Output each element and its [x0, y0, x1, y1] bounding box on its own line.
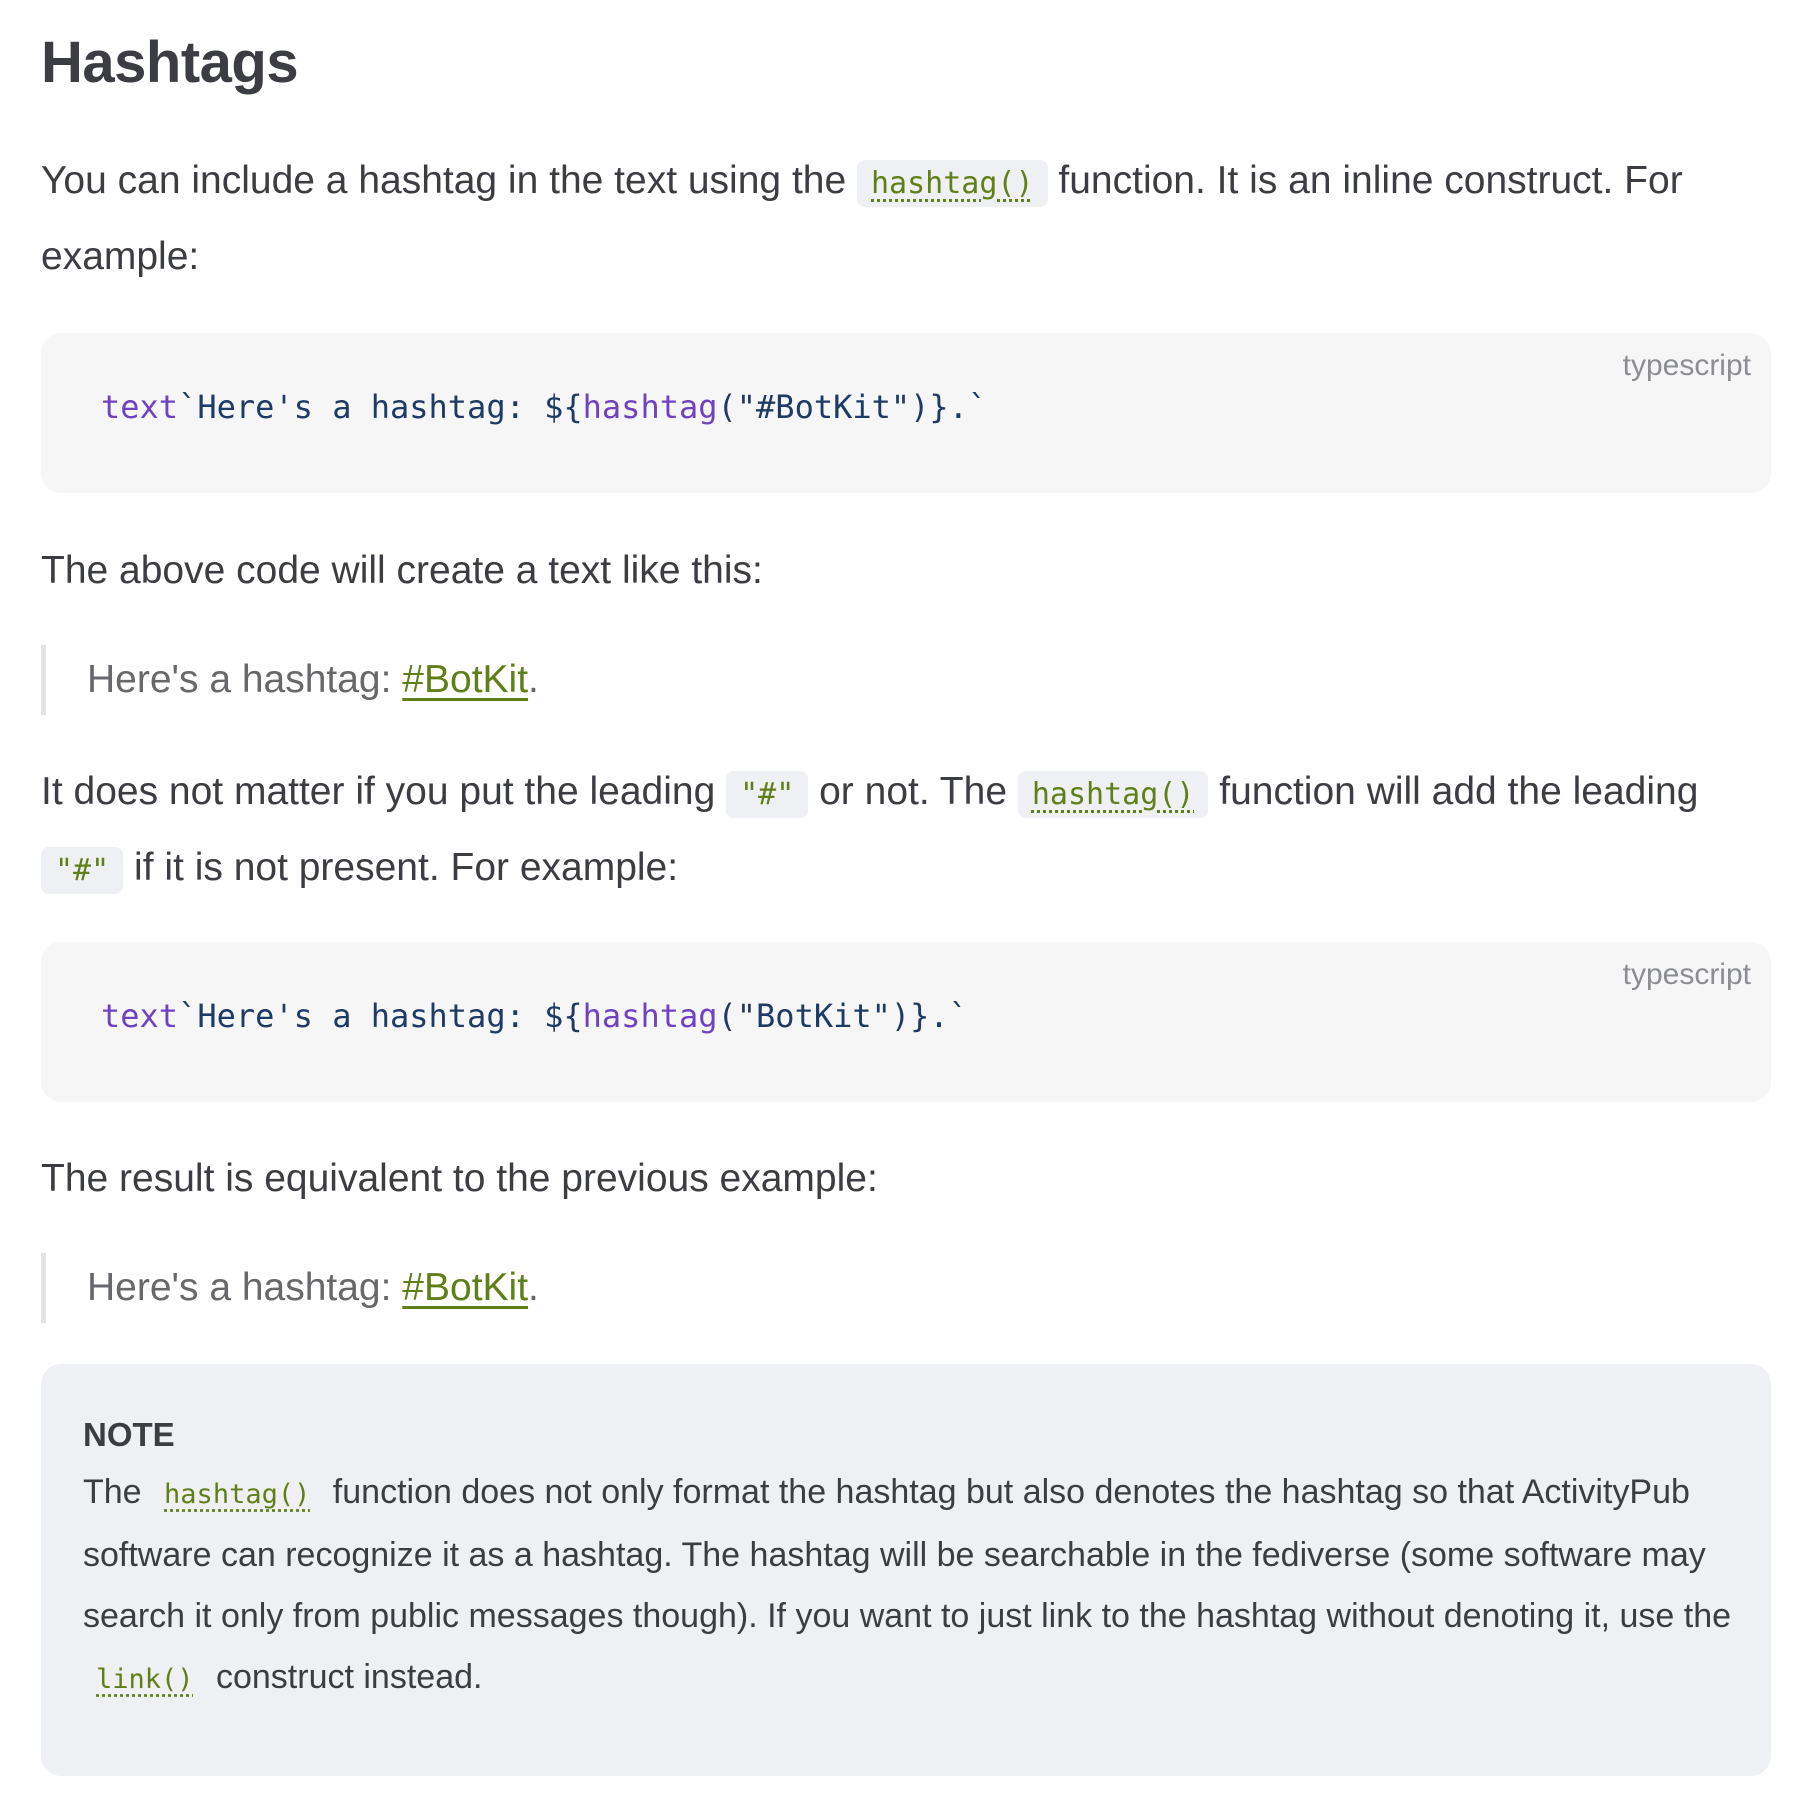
code-language-label: typescript [1622, 958, 1751, 991]
result-paragraph: The above code will create a text like this: [41, 549, 763, 592]
code-language-label: typescript [1622, 349, 1751, 382]
code-block-1 [41, 333, 1771, 493]
hashtag-function-link[interactable]: hashtag() [1018, 770, 1209, 813]
hashtag-function-link[interactable]: hashtag() [857, 159, 1048, 202]
blockquote-2: Here's a hashtag: #BotKit. [41, 1253, 539, 1323]
note-title: NOTE [83, 1416, 175, 1453]
leading-hash-paragraph: It does not matter if you put the leading "#" or not. The hashtag() function will add the leading "#" if it is not present. For example: [41, 755, 1781, 907]
page-title: Hashtags [41, 30, 299, 95]
hash-code: "#" [726, 771, 808, 818]
link-function-link[interactable]: link() [83, 1658, 207, 1696]
note-body: The hashtag() function does not only format the hashtag but also denotes the hashtag so that ActivityPub software can recognize it as a hashtag. The hashtag will be searchable in the fediverse (some software may search it only from public messages though). If you want to just link to the hashtag without denoting it, use the link() construct instead. [83, 1462, 1743, 1710]
hashtag-function-link[interactable]: hashtag() [151, 1473, 323, 1511]
equivalent-paragraph: The result is equivalent to the previous example: [41, 1157, 878, 1200]
note-callout [41, 1364, 1771, 1776]
hashtag-link[interactable]: #BotKit [402, 1266, 529, 1309]
code-content[interactable]: text`Here's a hashtag: ${hashtag("BotKit")}.` [101, 997, 968, 1035]
hashtag-link[interactable]: #BotKit [402, 658, 529, 701]
intro-paragraph: You can include a hashtag in the text using the hashtag() function. It is an inline construct. For example: [41, 159, 1683, 278]
code-block-2 [41, 942, 1771, 1102]
blockquote-1: Here's a hashtag: #BotKit. [41, 645, 539, 715]
hash-code: "#" [41, 847, 123, 894]
code-content[interactable]: text`Here's a hashtag: ${hashtag("#BotKit")}.` [101, 388, 988, 426]
